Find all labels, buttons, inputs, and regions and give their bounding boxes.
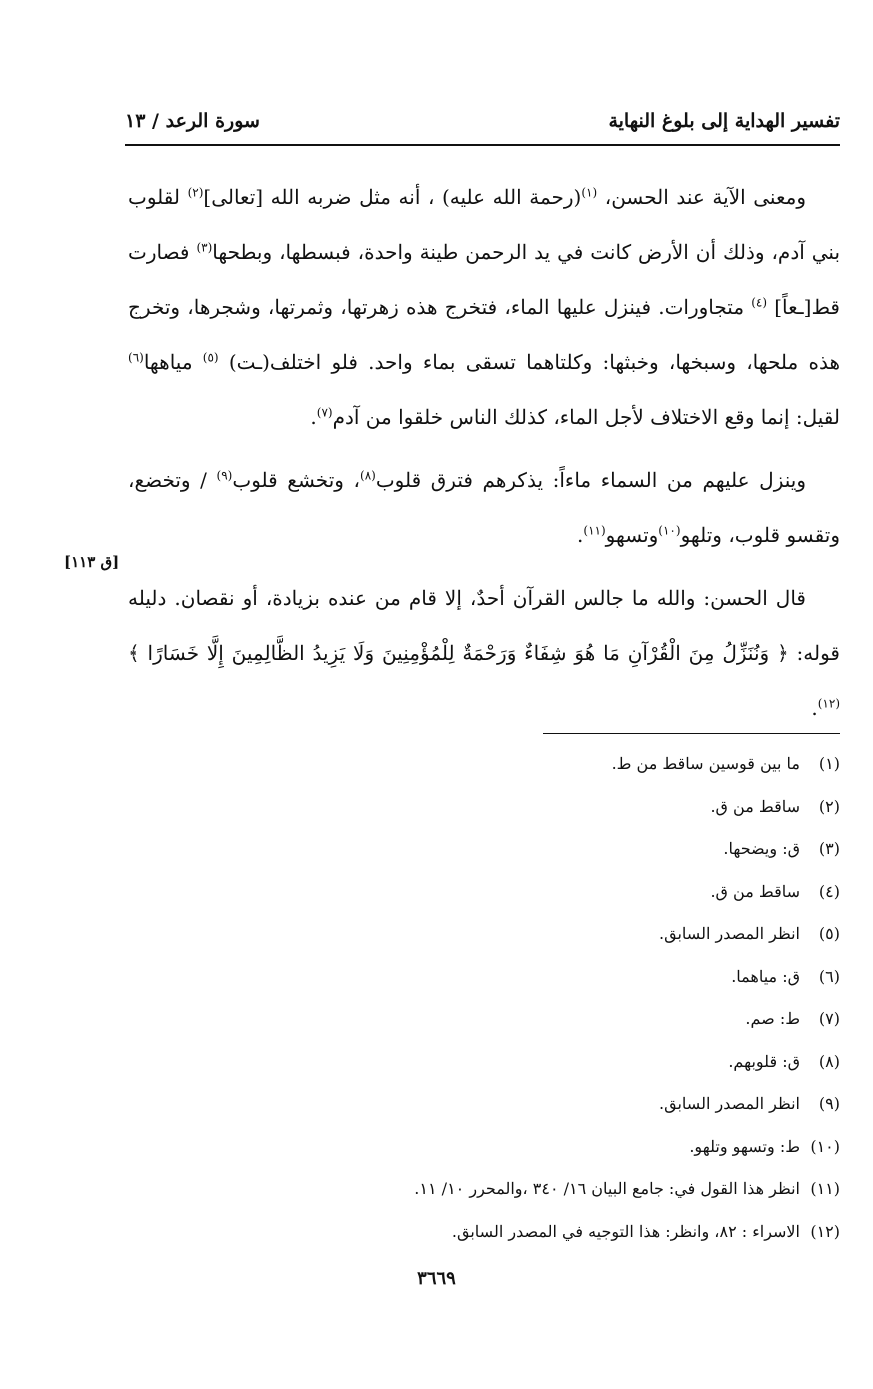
book-title: تفسير الهداية إلى بلوغ النهاية	[608, 110, 840, 132]
text-run: فصارت قط[ـعاً]	[128, 240, 840, 319]
text-run: .	[577, 523, 584, 547]
footnote-number: (١)	[818, 754, 840, 773]
footnote-number: (٩)	[818, 1094, 840, 1113]
footnote	[300, 965, 840, 989]
paragraph-2	[128, 453, 840, 563]
footnote-text: ط: وتسهو وتلهو.	[689, 1136, 800, 1156]
footnote-text: ما بين قوسين ساقط من ط.	[611, 754, 800, 773]
footnote-marker: (٩)	[216, 468, 233, 483]
text-run: .	[310, 405, 317, 429]
footnote-number: (١٠)	[810, 1136, 840, 1156]
footnote-text: ق: قلوبهم.	[728, 1051, 800, 1071]
footnote-number: (٤)	[818, 881, 840, 901]
running-header	[125, 108, 840, 146]
text-run: مياهها	[143, 350, 203, 374]
footnote-marker: (٤)	[751, 295, 768, 310]
footnote-text: انظر هذا القول في: جامع البيان ١٦/ ٣٤٠ ،والمحرر ١٠/ ١١.	[414, 1179, 800, 1198]
footnote-text: انظر المصدر السابق.	[659, 1094, 800, 1113]
text-run: وينزل عليهم من السماء ماءاً: يذكرهم فترق قلوب	[375, 468, 806, 492]
footnote-text: ساقط من ق.	[710, 796, 800, 816]
footnote-text: انظر المصدر السابق.	[659, 924, 800, 943]
footnote	[300, 922, 840, 946]
footnote	[300, 1092, 840, 1116]
footnote-marker: (٢)	[187, 185, 204, 200]
footnote-marker: (٨)	[360, 468, 376, 483]
footnote-marker: (١١)	[583, 523, 606, 538]
text-run: لقيل: إنما وقع الاختلاف لأجل الماء، كذلك الناس خلقوا من آدم	[332, 405, 840, 429]
footnote-text: ق: ويضحها.	[723, 839, 800, 858]
footnote-text: ق: مياهما.	[731, 966, 800, 986]
manuscript-folio-note: [ق ١١٣]	[64, 553, 120, 571]
surah-reference: سورة الرعد / ١٣	[125, 110, 260, 132]
text-run: لقلوب بني آدم، وذلك أن الأرض كانت في يد الرحمن طينة واحدة، فبسطها، وبطحها	[128, 185, 841, 264]
footnote-number: (٨)	[818, 1051, 840, 1071]
footnote	[300, 880, 840, 904]
footnote-text: ط: صم.	[745, 1009, 800, 1028]
text-run: .	[811, 696, 818, 720]
footnote	[300, 1177, 840, 1201]
footnote-marker: (٥)	[202, 350, 219, 365]
text-run: وتسهو	[605, 523, 659, 547]
footnote	[300, 1220, 840, 1244]
footnote	[300, 1135, 840, 1159]
text-run: / وتخضع، وتقسو قلوب، وتلهو	[128, 468, 840, 547]
footnote-text: ساقط من ق.	[710, 881, 800, 901]
footnote-marker: (٧)	[316, 405, 333, 420]
footnote-marker: (١٠)	[658, 523, 681, 538]
text-run: (رحمة الله عليه) ، أنه مثل ضربه الله [تعالى]	[203, 185, 582, 209]
paragraph-3	[128, 571, 840, 736]
footnote-number: (٧)	[818, 1009, 840, 1028]
footnote-marker: (١)	[581, 185, 598, 200]
footnote	[300, 837, 840, 861]
footnotes-list	[300, 752, 840, 1262]
footnote-number: (٢)	[818, 796, 840, 816]
text-run: قال الحسن: والله ما جالس القرآن أحدٌ، إلا قام من عنده بزيادة، أو نقصان. دليله قوله: ﴿ وَنُنَزِّلُ مِنَ الْقُرْآنِ مَا هُوَ شِفَاءٌ وَرَحْمَةٌ لِلْمُؤْمِنِينَ وَلَا يَزِيدُ الظَّالِمِينَ إِلَّا خَسَارًا ﴾	[128, 586, 840, 665]
main-text	[128, 170, 840, 744]
paragraph-1	[128, 170, 840, 445]
footnote-number: (٥)	[818, 924, 840, 943]
footnote-text: الاسراء : ٨٢، وانظر: هذا التوجيه في المصدر السابق.	[451, 1221, 800, 1241]
footnote	[300, 795, 840, 819]
footnote-separator	[543, 733, 840, 734]
footnote-marker: (١٢)	[817, 696, 840, 711]
footnote-number: (١١)	[810, 1179, 840, 1198]
footnote-marker: (٣)	[196, 240, 213, 255]
text-run: ، وتخشع قلوب	[232, 468, 360, 492]
footnote-marker: (٦)	[128, 350, 144, 365]
text-run: متجاورات. فينزل عليها الماء، فتخرج هذه زهرتها، وثمرتها، وشجرها، وتخرج هذه ملحها، وسبخها، وخبثها: وكلتاهما تسقى بماء واحد. فلو اختلف(ـت)	[128, 295, 840, 374]
footnote	[300, 1007, 840, 1031]
footnote	[300, 1050, 840, 1074]
footnote-number: (٦)	[818, 966, 840, 986]
footnote-number: (٣)	[818, 839, 840, 858]
text-run: ومعنى الآية عند الحسن،	[597, 185, 806, 209]
page-number: ٣٦٦٩	[417, 1268, 456, 1289]
footnote-number: (١٢)	[810, 1221, 840, 1241]
footnote	[300, 752, 840, 776]
